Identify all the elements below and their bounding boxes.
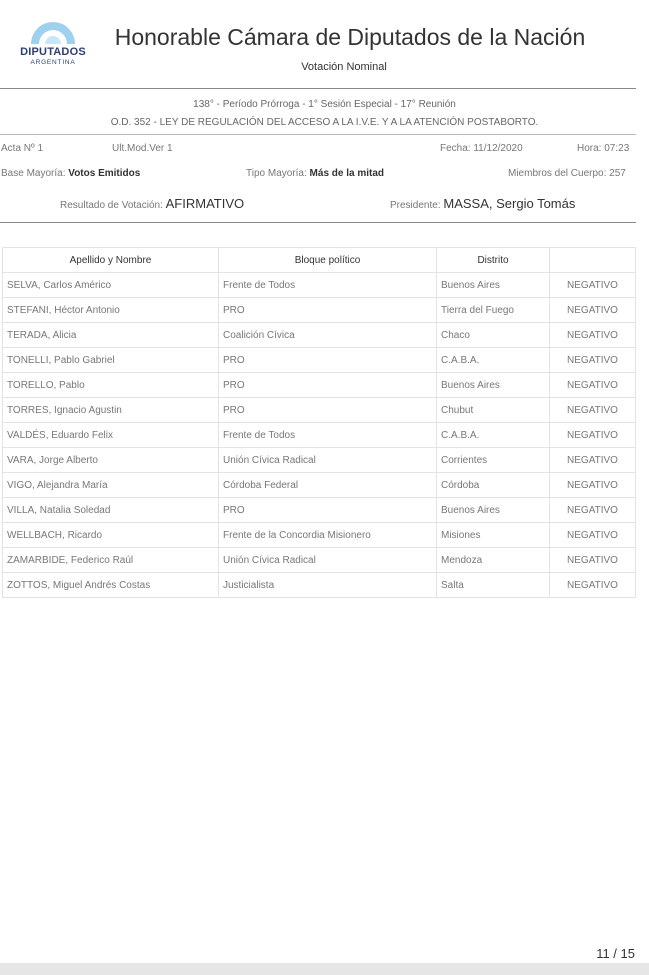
cell-district: Salta bbox=[437, 573, 550, 598]
cell-bloc: Frente de la Concordia Misionero bbox=[219, 523, 437, 548]
header-bloc: Bloque político bbox=[219, 248, 437, 273]
session-divider bbox=[0, 134, 636, 135]
cell-vote: NEGATIVO bbox=[550, 398, 636, 423]
table-row bbox=[3, 423, 636, 448]
cell-name: TONELLI, Pablo Gabriel bbox=[3, 348, 219, 373]
cell-bloc: PRO bbox=[219, 498, 437, 523]
version-info: Ult.Mod.Ver 1 bbox=[112, 143, 173, 154]
body-members: Miembros del Cuerpo: 257 bbox=[508, 168, 626, 179]
session-info: 138° - Período Prórroga - 1° Sesión Especial - 17° Reunión bbox=[193, 99, 456, 110]
vote-date: Fecha: 11/12/2020 bbox=[440, 143, 523, 154]
majority-type-label: Tipo Mayoría: bbox=[246, 168, 307, 179]
cell-district: C.A.B.A. bbox=[437, 423, 550, 448]
cell-district: Buenos Aires bbox=[437, 498, 550, 523]
cell-bloc: Justicialista bbox=[219, 573, 437, 598]
base-majority bbox=[1, 168, 140, 179]
cell-bloc: Unión Cívica Radical bbox=[219, 448, 437, 473]
cell-vote: NEGATIVO bbox=[550, 573, 636, 598]
table-row bbox=[3, 398, 636, 423]
header-district: Distrito bbox=[437, 248, 550, 273]
cell-bloc: Unión Cívica Radical bbox=[219, 548, 437, 573]
logo-name: DIPUTADOS bbox=[20, 46, 86, 58]
page-subtitle: Votación Nominal bbox=[301, 61, 387, 73]
cell-name: SELVA, Carlos Américo bbox=[3, 273, 219, 298]
cell-name: ZOTTOS, Miguel Andrés Costas bbox=[3, 573, 219, 598]
cell-bloc: PRO bbox=[219, 348, 437, 373]
table-row bbox=[3, 448, 636, 473]
cell-bloc: PRO bbox=[219, 373, 437, 398]
cell-vote: NEGATIVO bbox=[550, 348, 636, 373]
cell-name: VALDÉS, Eduardo Felix bbox=[3, 423, 219, 448]
cell-vote: NEGATIVO bbox=[550, 298, 636, 323]
bill-title: O.D. 352 - LEY DE REGULACIÓN DEL ACCESO A LA I.V.E. Y A LA ATENCIÓN POSTABORTO. bbox=[110, 117, 539, 128]
cell-district: C.A.B.A. bbox=[437, 348, 550, 373]
cell-district: Mendoza bbox=[437, 548, 550, 573]
meta-divider bbox=[0, 222, 636, 223]
cell-bloc: Córdoba Federal bbox=[219, 473, 437, 498]
cell-name: TERADA, Alicia bbox=[3, 323, 219, 348]
table-row bbox=[3, 348, 636, 373]
cell-name: VIGO, Alejandra María bbox=[3, 473, 219, 498]
cell-district: Tierra del Fuego bbox=[437, 298, 550, 323]
table-row bbox=[3, 548, 636, 573]
cell-district: Buenos Aires bbox=[437, 373, 550, 398]
cell-vote: NEGATIVO bbox=[550, 323, 636, 348]
page-title: Honorable Cámara de Diputados de la Nación bbox=[114, 24, 586, 50]
cell-district: Corrientes bbox=[437, 448, 550, 473]
table-header-row bbox=[3, 248, 636, 273]
votes-table bbox=[2, 247, 636, 598]
majority-type-value: Más de la mitad bbox=[309, 168, 385, 179]
vote-result bbox=[60, 196, 244, 211]
cell-name: STEFANI, Héctor Antonio bbox=[3, 298, 219, 323]
page-number: 11 / 15 bbox=[596, 946, 635, 961]
cell-district: Chubut bbox=[437, 398, 550, 423]
cell-bloc: Coalición Cívica bbox=[219, 323, 437, 348]
cell-vote: NEGATIVO bbox=[550, 273, 636, 298]
cell-name: TORELLO, Pablo bbox=[3, 373, 219, 398]
cell-district: Misiones bbox=[437, 523, 550, 548]
cell-vote: NEGATIVO bbox=[550, 448, 636, 473]
vote-result-value: AFIRMATIVO bbox=[165, 196, 245, 211]
cell-vote: NEGATIVO bbox=[550, 423, 636, 448]
table-row bbox=[3, 273, 636, 298]
table-body bbox=[3, 273, 636, 598]
cell-bloc: PRO bbox=[219, 398, 437, 423]
header-name: Apellido y Nombre bbox=[3, 248, 219, 273]
cell-district: Córdoba bbox=[437, 473, 550, 498]
header-vote bbox=[550, 248, 636, 273]
base-majority-label: Base Mayoría: bbox=[1, 168, 66, 179]
cell-vote: NEGATIVO bbox=[550, 548, 636, 573]
cell-district: Buenos Aires bbox=[437, 273, 550, 298]
cell-name: ZAMARBIDE, Federico Raúl bbox=[3, 548, 219, 573]
cell-name: TORRES, Ignacio Agustin bbox=[3, 398, 219, 423]
president-label: Presidente: bbox=[390, 200, 441, 211]
cell-vote: NEGATIVO bbox=[550, 523, 636, 548]
cell-vote: NEGATIVO bbox=[550, 373, 636, 398]
cell-bloc: PRO bbox=[219, 298, 437, 323]
header-divider bbox=[0, 88, 636, 89]
logo-country: ARGENTINA bbox=[30, 59, 76, 66]
president bbox=[390, 196, 575, 211]
vote-result-label: Resultado de Votación: bbox=[60, 200, 163, 211]
diputados-logo bbox=[14, 12, 94, 74]
sun-arch-icon bbox=[28, 12, 78, 44]
table-row bbox=[3, 298, 636, 323]
cell-vote: NEGATIVO bbox=[550, 473, 636, 498]
acta-number: Acta Nº 1 bbox=[1, 143, 44, 154]
table-row bbox=[3, 573, 636, 598]
cell-bloc: Frente de Todos bbox=[219, 423, 437, 448]
cell-name: VARA, Jorge Alberto bbox=[3, 448, 219, 473]
table-row bbox=[3, 498, 636, 523]
table-row bbox=[3, 323, 636, 348]
majority-type bbox=[246, 168, 384, 179]
cell-district: Chaco bbox=[437, 323, 550, 348]
base-majority-value: Votos Emitidos bbox=[68, 168, 141, 179]
table-row bbox=[3, 473, 636, 498]
cell-vote: NEGATIVO bbox=[550, 498, 636, 523]
cell-name: VILLA, Natalia Soledad bbox=[3, 498, 219, 523]
table-row bbox=[3, 373, 636, 398]
vote-time: Hora: 07:23 bbox=[577, 143, 630, 154]
cell-name: WELLBACH, Ricardo bbox=[3, 523, 219, 548]
page-bottom-edge bbox=[0, 963, 649, 975]
president-name: MASSA, Sergio Tomás bbox=[443, 196, 576, 211]
cell-bloc: Frente de Todos bbox=[219, 273, 437, 298]
table-row bbox=[3, 523, 636, 548]
